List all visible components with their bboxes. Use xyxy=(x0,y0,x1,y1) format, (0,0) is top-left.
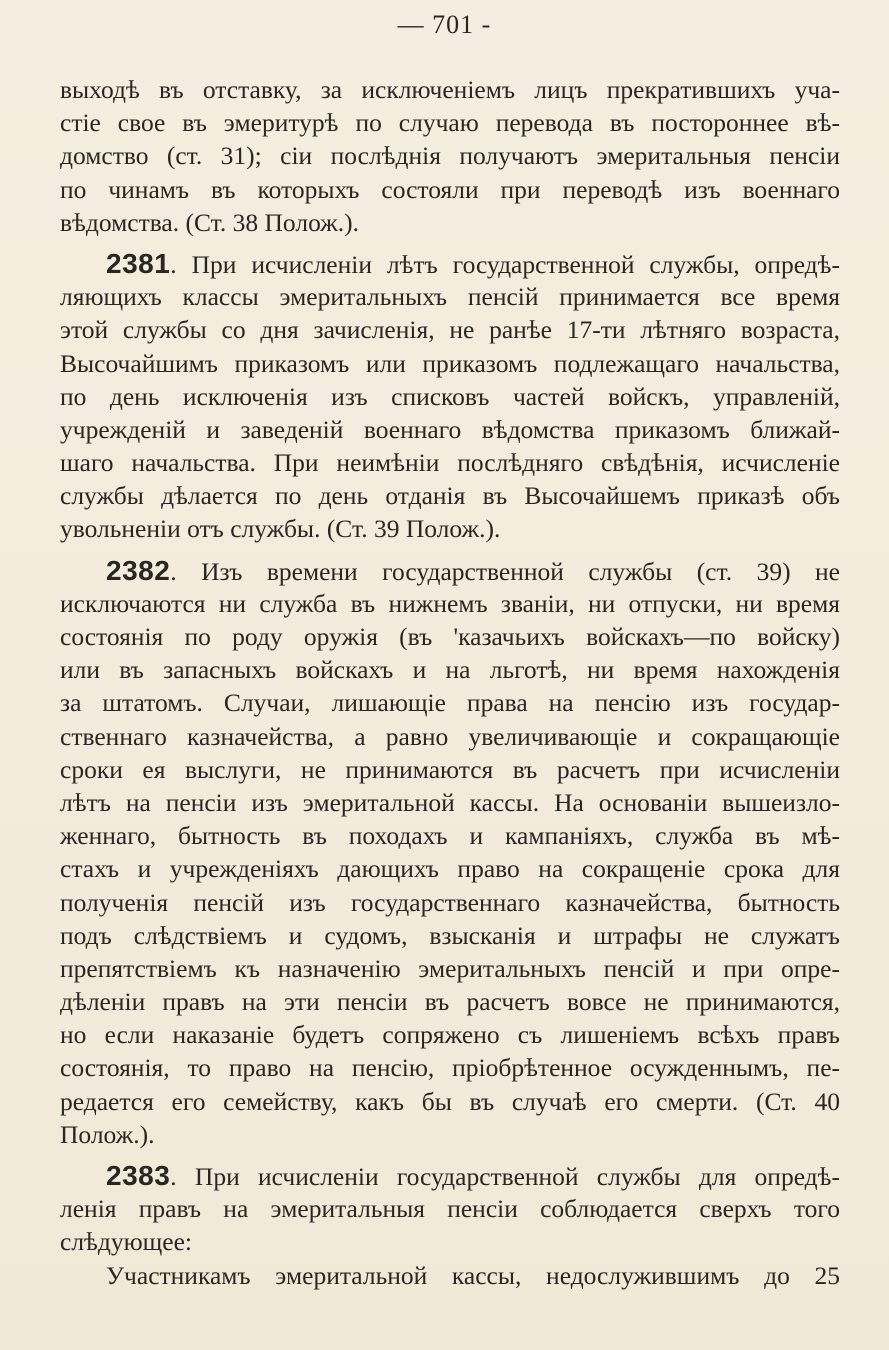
text-line: по день исключенiя изъ списковъ частей войскъ, управленiй, xyxy=(60,381,840,411)
text-line: за штатомъ. Случаи, лишающiе права на пенсiю изъ государ- xyxy=(60,688,840,718)
article-number: 2381 xyxy=(106,247,171,279)
article-2383 xyxy=(60,1159,840,1259)
text-line: стахъ и учрежденiяхъ дающихъ право на сокращенiе срока для xyxy=(60,854,840,884)
line-text: . При исчисленiи государственной службы для опредѣ- xyxy=(170,1162,840,1191)
text-line: Высочайшимъ приказомъ или приказомъ подлежащаго начальства, xyxy=(60,348,840,378)
page-text xyxy=(60,73,840,1292)
text-line: лѣтъ на пенсiи изъ эмеритальной кассы. На основанiи вышеизло- xyxy=(60,787,840,817)
text-line: состоянiя по роду оружiя (въ 'казачьихъ войскахъ—по войску) xyxy=(60,622,840,651)
article-number: 2382 xyxy=(106,554,171,586)
text-line: шаго начальства. При неимѣнiи послѣдняго свѣдѣнiя, исчисленiе xyxy=(60,448,840,478)
text-line: препятствiемъ къ назначенiю эмеритальныхъ пенсiй и при опре- xyxy=(60,953,840,983)
text-line: дѣленiи правъ на эти пенсiи въ расчетъ вовсе не принимаются, xyxy=(60,987,840,1017)
paragraph-continues xyxy=(60,1259,840,1292)
article-2381 xyxy=(60,247,840,546)
text-line: женнаго, бытность въ походахъ и кампанiяхъ, служба въ мѣ- xyxy=(60,821,840,851)
text-line: Полож.). xyxy=(60,1119,155,1149)
text-line xyxy=(60,554,840,587)
article-2382 xyxy=(60,554,840,1151)
text-line: выходѣ въ отставку, за исключенiемъ лицъ прекратившихъ уча- xyxy=(60,75,840,104)
text-line: службы дѣлается по день отданiя въ Высочайшемъ приказѣ объ xyxy=(60,481,840,511)
text-line: по чинамъ въ которыхъ состояли при переводѣ изъ военнаго xyxy=(60,174,840,204)
text-line: или въ запасныхъ войскахъ и на льготѣ, ни время нахожденiя xyxy=(60,655,840,685)
text-line: домство (ст. 31); сiи послѣднiя получаютъ эмеритальныя пенсiи xyxy=(60,141,840,171)
line-text: . Изъ времени государственной службы (ст. 39) не xyxy=(170,556,840,586)
text-line: учрежденiй и заведенiй военнаго вѣдомства приказомъ ближай- xyxy=(60,414,840,444)
line-text: . При исчисленiи лѣтъ государственной службы, опредѣ- xyxy=(170,249,840,279)
text-line xyxy=(60,247,840,280)
text-line: полученiя пенсiй изъ государственнаго казначейства, бытность xyxy=(60,887,840,917)
text-line: вѣдомства. (Ст. 38 Полож.). xyxy=(60,207,360,237)
text-line: этой службы со дня зачисленiя, не ранѣе 17-ти лѣтняго возраста, xyxy=(60,315,840,345)
text-line: подъ слѣдствiемъ и судомъ, взысканiя и штрафы не служатъ xyxy=(60,920,840,950)
text-line: увольненiи отъ службы. (Ст. 39 Полож.). xyxy=(60,514,501,544)
text-line: стiе свое въ эмеритурѣ по случаю перевода въ постороннее вѣ- xyxy=(60,108,840,138)
page-number: — 701 - xyxy=(397,10,492,39)
text-line: слѣдующее: xyxy=(60,1227,193,1257)
text-line: исключаются ни служба въ нижнемъ званiи, ни отпуски, ни время xyxy=(60,588,840,618)
text-line: сроки ея выслуги, не принимаются въ расчетъ при исчисленiи xyxy=(60,754,840,784)
text-line: ляющихъ классы эмеритальныхъ пенсiй принимается все время xyxy=(60,282,840,312)
text-line: ленiя правъ на эмеритальныя пенсiи соблюдается сверхъ того xyxy=(60,1194,840,1224)
text-line: редается его семейству, какъ бы въ случаѣ его смерти. (Ст. 40 xyxy=(60,1086,840,1116)
text-line: Участникамъ эмеритальной кассы, недослужившимъ до 25 xyxy=(106,1260,840,1290)
text-line: но если наказанiе будетъ сопряжено съ лишенiемъ всѣхъ правъ xyxy=(60,1020,840,1050)
text-line: состоянiя, то право на пенсiю, прiобрѣтенное осужденнымъ, пе- xyxy=(60,1053,840,1083)
text-line xyxy=(60,1159,840,1192)
article-number: 2383 xyxy=(106,1160,171,1191)
text-line: ственнаго казначейства, а равно увеличивающiе и сокращающiе xyxy=(60,721,840,751)
paragraph-continuation xyxy=(60,73,840,239)
